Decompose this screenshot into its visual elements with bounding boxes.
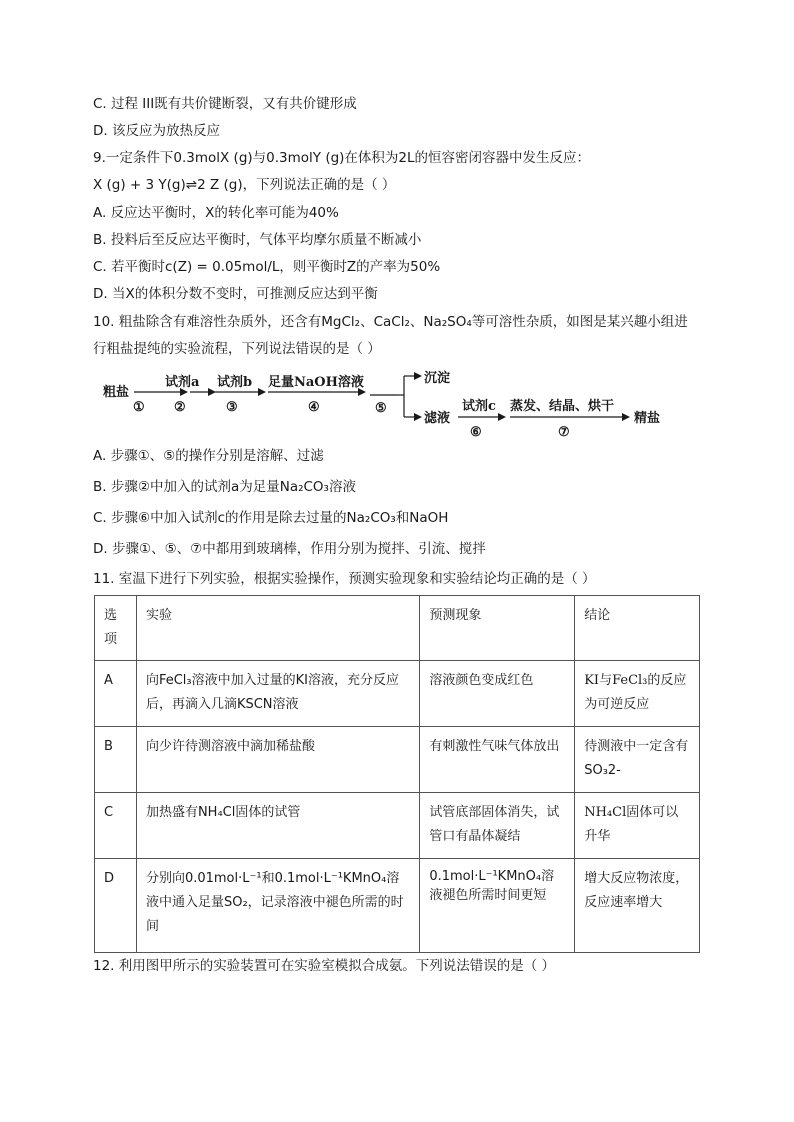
q10-option-b: B. 步骤②中加入的试剂a为足量Na₂CO₃溶液 <box>93 479 356 495</box>
cell-phenomenon: 0.1mol·L⁻¹KMnO₄溶液褪色所需时间更短 <box>420 859 575 953</box>
cell-phenomenon: 溶液颜色变成红色 <box>420 661 575 727</box>
flow-filtrate: 滤液 <box>424 411 451 426</box>
q11-stem: 11. 室温下进行下列实验，根据实验操作，预测实验现象和实验结论均正确的是（ ） <box>93 571 596 587</box>
flow-arrowhead-6 <box>498 413 506 421</box>
flow-step-6: ⑥ <box>470 425 482 440</box>
table-row <box>95 793 700 859</box>
q9-option-b: B. 投料后至反应达平衡时，气体平均摩尔质量不断减小 <box>93 232 422 248</box>
flow-step-7: ⑦ <box>558 425 570 440</box>
flow-step-2: ② <box>174 400 186 415</box>
cell-phenomenon: 试管底部固体消失，试管口有晶体凝结 <box>420 793 575 859</box>
flow-reagent-a: 试剂a <box>165 375 200 390</box>
flow-reagent-c: 试剂c <box>462 399 496 414</box>
q9-option-c: C. 若平衡时c(Z) = 0.05mol/L，则平衡时Z的产率为50% <box>93 259 441 275</box>
cell-option: B <box>95 727 137 793</box>
flow-arrowhead-7 <box>622 413 630 421</box>
cell-experiment: 分别向0.01mol·L⁻¹和0.1mol·L⁻¹KMnO₄溶液中通入足量SO₂，记录溶液中褪色所需的时间 <box>136 859 419 953</box>
cell-experiment: 向少许待测溶液中滴加稀盐酸 <box>136 727 419 793</box>
q9-stem-2: X (g) + 3 Y(g)⇌2 Z (g)，下列说法正确的是（ ） <box>93 177 396 193</box>
q9-stem-1: 9.一定条件下0.3molX (g)与0.3molY (g)在体积为2L的恒容密闭容器中发生反应： <box>93 150 591 166</box>
q10-option-c: C. 步骤⑥中加入试剂c的作用是除去过量的Na₂CO₃和NaOH <box>93 510 449 526</box>
purification-flowchart <box>100 362 680 442</box>
option-d-text: D. 该反应为放热反应 <box>93 123 220 139</box>
table-header-row <box>95 596 700 661</box>
header-option: 选项 <box>95 596 137 661</box>
cell-phenomenon: 有刺激性气味气体放出 <box>420 727 575 793</box>
q10-option-d: D. 步骤①、⑤、⑦中都用到玻璃棒，作用分别为搅拌、引流、搅拌 <box>93 541 486 557</box>
flow-step-1: ① <box>133 400 145 415</box>
cell-option: A <box>95 661 137 727</box>
q10-stem-1: 10. 粗盐除含有难溶性杂质外，还含有MgCl₂、CaCl₂、Na₂SO₄等可溶性杂质，如图是某兴趣小组进 <box>93 314 688 330</box>
table-row <box>95 859 700 953</box>
cell-conclusion: NH₄Cl固体可以升华 <box>575 793 700 859</box>
q9-option-a: A. 反应达平衡时，X的转化率可能为40% <box>93 205 339 221</box>
cell-option: D <box>95 859 137 953</box>
flow-step-3: ③ <box>226 400 238 415</box>
q11-table <box>94 595 700 953</box>
q9-option-d: D. 当X的体积分数不变时，可推测反应达到平衡 <box>93 286 378 302</box>
flow-start: 粗盐 <box>103 385 130 400</box>
header-experiment: 实验 <box>136 596 419 661</box>
flow-arrowhead-top <box>414 372 422 380</box>
cell-conclusion: 增大反应物浓度，反应速率增大 <box>575 859 700 953</box>
flowchart-svg <box>100 362 680 442</box>
header-phenomenon: 预测现象 <box>420 596 575 661</box>
cell-conclusion: KI与FeCl₃的反应为可逆反应 <box>575 661 700 727</box>
flow-reagent-b: 试剂b <box>217 375 253 390</box>
cell-experiment: 向FeCl₃溶液中加入过量的KI溶液，充分反应后，再滴入几滴KSCN溶液 <box>136 661 419 727</box>
cell-option: C <box>95 793 137 859</box>
q12-stem: 12. 利用图甲所示的实验装置可在实验室模拟合成氨。下列说法错误的是（ ） <box>93 958 556 974</box>
header-conclusion: 结论 <box>575 596 700 661</box>
flow-arrowhead-3 <box>258 388 266 396</box>
flow-precipitate: 沉淀 <box>424 371 451 386</box>
option-c-text: C. 过程 III既有共价键断裂，又有共价键形成 <box>93 96 357 112</box>
cell-experiment: 加热盛有NH₄Cl固体的试管 <box>136 793 419 859</box>
flow-step-4: ④ <box>308 400 320 415</box>
cell-conclusion: 待测液中一定含有SO₃2- <box>575 727 700 793</box>
table-row <box>95 727 700 793</box>
flow-naoh: 足量NaOH溶液 <box>268 375 364 390</box>
flow-product: 精盐 <box>634 411 661 426</box>
flow-arrowhead-bottom <box>414 413 422 421</box>
table-row <box>95 661 700 727</box>
flow-step-5: ⑤ <box>375 401 387 416</box>
flow-evaporate: 蒸发、结晶、烘干 <box>510 399 615 414</box>
flow-arrowhead-2 <box>208 388 216 396</box>
q10-stem-2: 行粗盐提纯的实验流程，下列说法错误的是（ ） <box>93 341 381 357</box>
q10-option-a: A. 步骤①、⑤的操作分别是溶解、过滤 <box>93 448 324 464</box>
